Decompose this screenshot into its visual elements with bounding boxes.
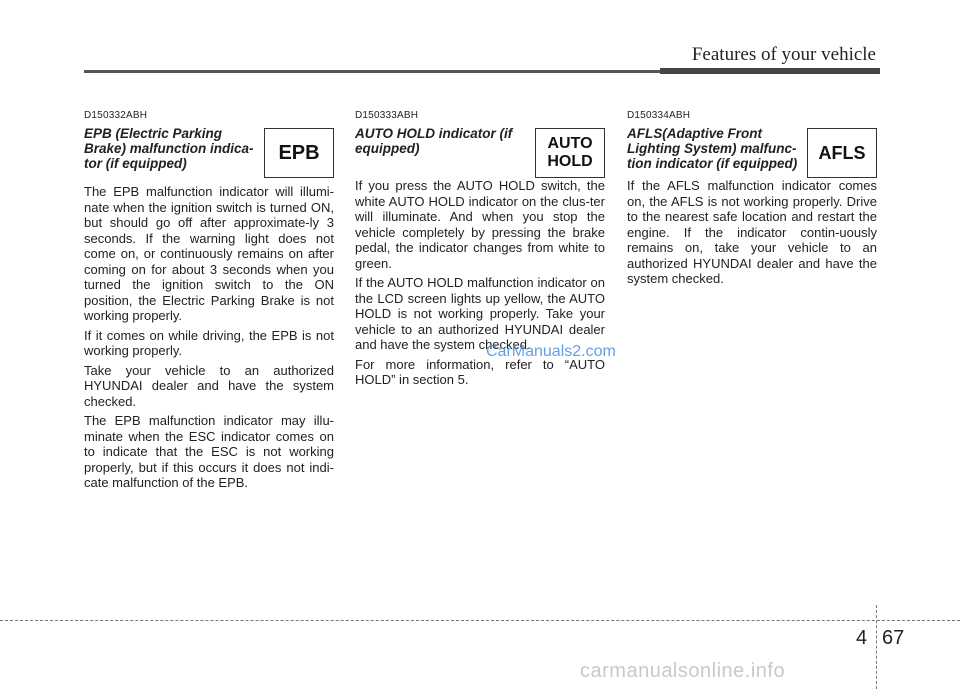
auto-hold-indicator-icon bbox=[535, 128, 605, 178]
paragraph: If the AFLS malfunction indicator comes on, the AFLS is not working properly. Drive to the nearest safe location and restart the engine. If the indicator contin-uously remains on, take your vehicle to an authorized HYUNDAI dealer and have the system checked. bbox=[627, 178, 877, 286]
page-number: 67 bbox=[882, 627, 905, 649]
section-code: D150333ABH bbox=[355, 110, 419, 121]
paragraph: The EPB malfunction indicator may illu-minate when the ESC indicator comes on to indicate that the ESC is not working properly, but if this occurs it does not indi-cate malfunction of the EPB. bbox=[84, 413, 334, 490]
paragraph: If you press the AUTO HOLD switch, the white AUTO HOLD indicator on the clus-ter will illuminate. And when you stop the vehicle completely by pressing the brake pedal, the indicator changes from white to green. bbox=[355, 178, 605, 271]
section-title: AFLS(Adaptive Front Lighting System) malfunc-tion indicator (if equipped) bbox=[627, 126, 798, 171]
section-afls bbox=[627, 110, 877, 291]
paragraph: For more information, refer to “AUTO HOLD” in section 5. bbox=[355, 356, 605, 387]
chapter-number: 4 bbox=[856, 627, 868, 649]
section-code: D150332ABH bbox=[84, 110, 148, 121]
paragraph: If the AUTO HOLD malfunction indicator on the LCD screen lights up yellow, the AUTO HOLD is not working properly. Take your vehicle to an authorized HYUNDAI dealer and have the system checked. bbox=[355, 275, 605, 352]
watermark-link[interactable]: CarManuals2.com bbox=[486, 343, 616, 360]
paragraph: The EPB malfunction indicator will illumi-nate when the ignition switch is turned ON, but should go off after approximate-ly 3 seconds. If the warning light does not come on, or continuously remains on after coming on for about 3 seconds when you turned the ignition switch to the ON position, the Electric Parking Brake is not working properly. bbox=[84, 184, 334, 323]
footer-watermark: carmanualsonline.info bbox=[580, 660, 786, 682]
paragraph: Take your vehicle to an authorized HYUNDAI dealer and have the system checked. bbox=[84, 362, 334, 409]
page-header-title: Features of your vehicle bbox=[691, 44, 876, 65]
section-code: D150334ABH bbox=[627, 110, 691, 121]
badge-label: AUTO HOLD bbox=[547, 135, 593, 170]
section-title: AUTO HOLD indicator (if equipped) bbox=[355, 126, 513, 156]
badge-label: EPB bbox=[278, 141, 320, 164]
footer-rule bbox=[0, 620, 960, 621]
header-rule-accent bbox=[660, 68, 880, 74]
section-epb bbox=[84, 110, 334, 495]
afls-indicator-icon bbox=[807, 128, 877, 178]
epb-indicator-icon bbox=[264, 128, 334, 178]
badge-label: AFLS bbox=[818, 142, 866, 163]
paragraph: If it comes on while driving, the EPB is not working properly. bbox=[84, 327, 334, 358]
section-title: EPB (Electric Parking Brake) malfunction indica-tor (if equipped) bbox=[84, 126, 254, 171]
footer-separator bbox=[876, 605, 877, 689]
